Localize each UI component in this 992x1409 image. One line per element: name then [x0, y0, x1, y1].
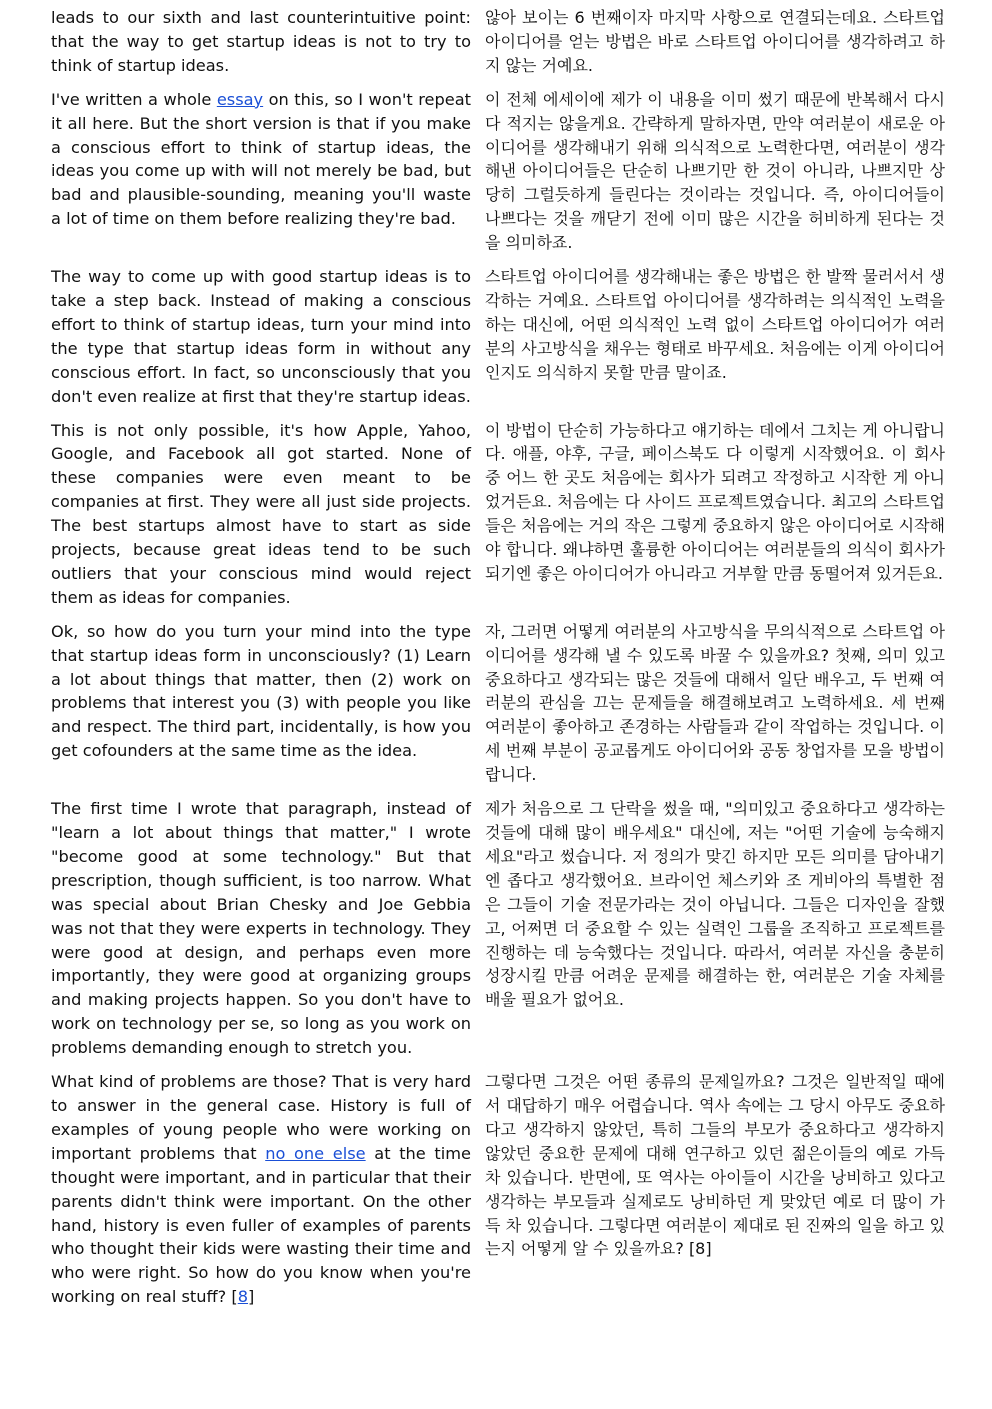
- table-row: [51, 419, 945, 620]
- text: on this, so I won't repeat it all here. But the short version is that if you make a conscious effort to think of startup ideas, the ideas you come up with will not merely be bad, but bad and plausible-sounding, meaning you'll waste a lot of time on them before realizing they're bad.: [51, 89, 471, 229]
- footnote-8-link[interactable]: 8: [237, 1287, 249, 1307]
- essay-link[interactable]: essay: [216, 89, 264, 109]
- text: at the time thought were important, and in particular that their parents didn't think were important. On the other hand, history is even fuller of examples of parents who thought their kids were wasting their time and who were right. So how do you know when you're working on real stuff? [: [51, 1143, 471, 1307]
- table-row: [51, 88, 945, 265]
- korean-paragraph: 스타트업 아이디어를 생각해내는 좋은 방법은 한 발짝 물러서서 생각하는 거예요. 스타트업 아이디어를 생각하려는 의식적인 노력을 하는 대신에, 어떤 의식적인 노력 없이 스타트업 아이디어가 여러분의 사고방식을 채우는 형태로 바꾸세요. 처음에는 이게 아이디어인지도 의식하지 못할 만큼 말이죠.: [485, 267, 945, 382]
- korean-paragraph: 않아 보이는 6 번째이자 마지막 사항으로 연결되는데요. 스타트업 아이디어를 얻는 방법은 바로 스타트업 아이디어를 생각하려고 하지 않는 거예요.: [485, 8, 945, 75]
- english-paragraph: leads to our sixth and last counterintuitive point: that the way to get startup ideas is not to try to think of startup ideas.: [51, 8, 471, 75]
- english-paragraph: The way to come up with good startup ideas is to take a step back. Instead of making a conscious effort to think of startup ideas, turn your mind into the type that startup ideas form in without any conscious effort. In fact, so unconsciously that you don't even realize at first that they're startup ideas.: [51, 267, 471, 406]
- korean-paragraph: 그렇다면 그것은 어떤 종류의 문제일까요? 그것은 일반적일 때에서 대답하기 매우 어렵습니다. 역사 속에는 그 당시 아무도 중요하다고 생각하지 않았던, 특히 그들의 부모가 중요하다고 생각하지 않았던 중요한 문제에 대해 연구하고 있던 젊은이들의 예로 가득 차 있습니다. 반면에, 또 역사는 아이들이 시간을 낭비하고 있다고 생각하는 부모들과 실제로도 낭비하던 게 맞았던 예로 더 많이 가득 차 있습니다. 그렇다면 여러분이 제대로 된 진짜의 일을 하고 있는지 어떻게 알 수 있을까요? [8]: [485, 1072, 945, 1259]
- english-paragraph: Ok, so how do you turn your mind into the type that startup ideas form in unconsciously? (1) Learn a lot about things that matter, then (2) work on problems that interest you (3) with people you like and respect. The third part, incidentally, is how you get cofounders at the same time as the idea.: [51, 621, 471, 761]
- no-one-else-link[interactable]: no one else: [265, 1143, 366, 1163]
- korean-paragraph: 제가 처음으로 그 단락을 썼을 때, "의미있고 중요하다고 생각하는 것들에 대해 많이 배우세요" 대신에, 저는 "어떤 기술에 능숙해지세요"라고 썼습니다. 저 정의가 맞긴 하지만 모든 의미를 담아내기엔 좁다고 생각했어요. 브라이언 체스키와 조 게비아의 특별한 점은 그들이 기술 전문가라는 것이 아닙니다. 그들은 디자인을 잘했고, 어쩌면 더 중요할 수 있는 실력인 그룹을 조직하고 프로젝트를 진행하는 데 능숙했다는 것입니다. 따라서, 여러분 자신을 충분히 성장시킬 만큼 어려운 문제를 해결하는 한, 여러분은 기술 자체를 배울 필요가 없어요.: [485, 799, 945, 1010]
- text: ]: [248, 1287, 255, 1307]
- table-row: [51, 620, 945, 797]
- english-paragraph: [51, 88, 485, 265]
- text: What kind of problems are those? That is very hard to answer in the general case. History is full of examples of young people who were working on important problems that: [51, 1072, 471, 1163]
- english-paragraph: [51, 1070, 485, 1319]
- table-row: [51, 265, 945, 418]
- table-row: [51, 1070, 945, 1319]
- korean-paragraph: 자, 그러면 어떻게 여러분의 사고방식을 무의식적으로 스타트업 아이디어를 생각해 낼 수 있도록 바꿀 수 있을까요? 첫째, 의미 있고 중요하다고 생각되는 많은 것들에 대해서 일단 배우고, 두 번째 여러분의 관심을 끄는 문제들을 해결해보려고 노력하세요. 세 번째 여러분이 좋아하고 존경하는 사람들과 같이 작업하는 것입니다. 이 세 번째 부분이 공교롭게도 아이디어와 공동 창업자를 모을 방법이랍니다.: [485, 621, 945, 785]
- table-row: [51, 797, 945, 1070]
- table-row: [51, 6, 945, 88]
- text: I've written a whole: [51, 89, 217, 109]
- english-paragraph: This is not only possible, it's how Apple, Yahoo, Google, and Facebook all got started. None of these companies were even meant to be companies at first. They were all just side projects. The best startups almost have to start as side projects, because great ideas tend to be such outliers that your conscious mind would reject them as ideas for companies.: [51, 420, 471, 607]
- english-paragraph: The first time I wrote that paragraph, instead of "learn a lot about things that matter," I wrote "become good at some technology." But that prescription, though sufficient, is too narrow. What was special about Brian Chesky and Joe Gebbia was not that they were experts in technology. They were good at design, and perhaps even more importantly, they were good at organizing groups and making projects happen. So you don't have to work on technology per se, so long as you work on problems demanding enough to stretch you.: [51, 799, 471, 1058]
- korean-paragraph: 이 전체 에세이에 제가 이 내용을 이미 썼기 때문에 반복해서 다시 다 적지는 않을게요. 간략하게 말하자면, 만약 여러분이 새로운 아이디어를 생각해내기 위해 의식적으로 노력한다면, 여러분이 생각해낸 아이디어들은 단순히 나쁘기만 한 것이 아니라, 나쁘지만 상당히 그럴듯하게 들린다는 것이라는 것입니다. 즉, 아이디어들이 나쁘다는 것을 깨닫기 전에 이미 많은 시간을 허비하게 된다는 것을 의미하죠.: [485, 89, 945, 253]
- korean-paragraph: 이 방법이 단순히 가능하다고 얘기하는 데에서 그치는 게 아니랍니다. 애플, 야후, 구글, 페이스북도 다 이렇게 시작했어요. 이 회사 중 어느 한 곳도 처음에는 회사가 되려고 작정하고 시작한 게 아니었거든요. 처음에는 다 사이드 프로젝트였습니다. 최고의 스타트업들은 처음에는 거의 작은 그렇게 중요하지 않은 아이디어로 시작해야 합니다. 왜냐하면 훌륭한 아이디어는 여러분들의 의식이 회사가 되기엔 좋은 아이디어가 아니라고 거부할 만큼 동떨어져 있거든요.: [485, 420, 945, 583]
- bilingual-table: [51, 6, 945, 1319]
